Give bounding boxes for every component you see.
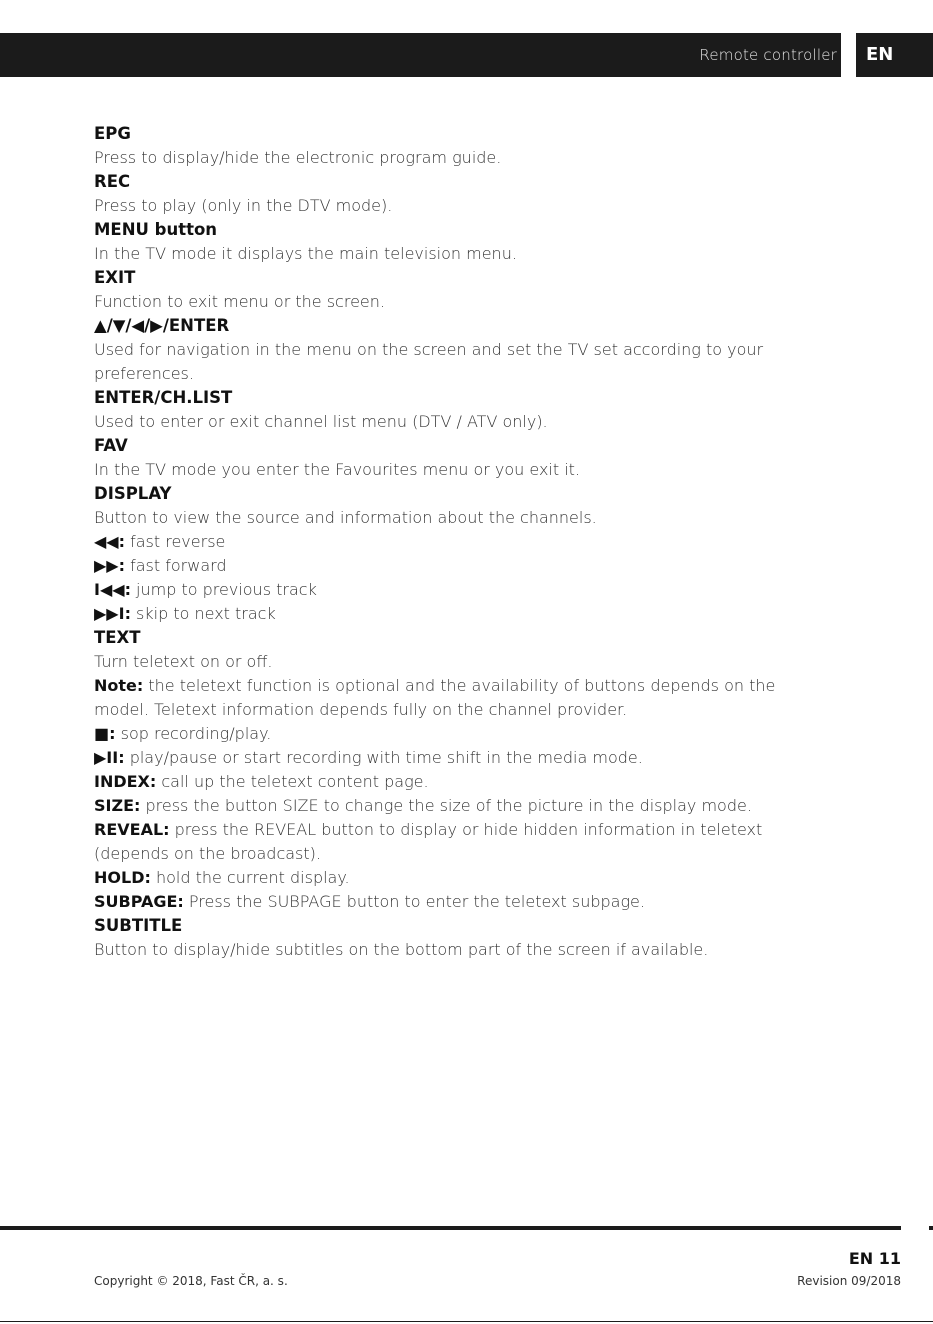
reverse-icon: ◀◀: (94, 532, 126, 551)
media-key-desc: fast reverse (125, 532, 226, 551)
teletext-key-desc: play/pause or start recording with time shift in the media mode. (124, 748, 643, 767)
entry-heading-rec: REC (94, 172, 131, 191)
section-title: Remote controller (699, 46, 837, 64)
teletext-key-label: REVEAL: (94, 820, 170, 839)
teletext-key-subpage (94, 890, 814, 914)
entry-heading-text: TEXT (94, 628, 141, 647)
teletext-key-label: SUBPAGE: (94, 892, 184, 911)
document-body (94, 122, 814, 962)
note-paragraph (94, 674, 814, 722)
teletext-key-desc: call up the teletext content page. (156, 772, 429, 791)
entry-desc-menu: In the TV mode it displays the main television menu. (94, 244, 517, 263)
entry-heading-subtitle: SUBTITLE (94, 916, 183, 935)
media-key-forward (94, 554, 814, 578)
bottom-divider (0, 1321, 933, 1322)
teletext-key-desc: sop recording/play. (115, 724, 272, 743)
previous-track-icon: I◀◀: (94, 580, 131, 599)
media-key-desc: fast forward (125, 556, 227, 575)
teletext-key-hold (94, 866, 814, 890)
revision-text: Revision 09/2018 (797, 1274, 901, 1288)
entry-heading-menu: MENU button (94, 220, 218, 239)
teletext-key-label: SIZE: (94, 796, 141, 815)
entry-desc-chlist: Used to enter or exit channel list menu (DTV / ATV only). (94, 412, 548, 431)
entry-heading-exit: EXIT (94, 268, 136, 287)
entry-heading-navigation: ▲/▼/◀/▶/ENTER (94, 316, 230, 335)
media-key-desc: jump to previous track (130, 580, 317, 599)
note-text: the teletext function is optional and the availability of buttons depends on the model. Teletext information depends fully on the channel provider. (94, 676, 776, 719)
entry-desc-navigation: Used for navigation in the menu on the screen and set the TV set according to your preferences. (94, 340, 764, 383)
teletext-key-index (94, 770, 814, 794)
stop-icon: ■: (94, 724, 116, 743)
media-key-next (94, 602, 814, 626)
teletext-key-size (94, 794, 814, 818)
next-track-icon: ▶▶I: (94, 604, 131, 623)
entry-desc-text: Turn teletext on or off. (94, 652, 273, 671)
teletext-key-desc: Press the SUBPAGE button to enter the teletext subpage. (183, 892, 645, 911)
forward-icon: ▶▶: (94, 556, 126, 575)
play-pause-icon: ▶II: (94, 748, 125, 767)
entry-heading-epg: EPG (94, 124, 131, 143)
teletext-key-playpause (94, 746, 814, 770)
media-key-previous (94, 578, 814, 602)
entry-desc-fav: In the TV mode you enter the Favourites menu or you exit it. (94, 460, 581, 479)
entry-heading-chlist: ENTER/CH.LIST (94, 388, 233, 407)
footer-divider-tick (929, 1226, 933, 1230)
footer-divider (0, 1226, 901, 1230)
teletext-key-reveal (94, 818, 814, 866)
entry-desc-display: Button to view the source and information about the channels. (94, 508, 597, 527)
teletext-key-desc: press the button SIZE to change the size of the picture in the display mode. (140, 796, 752, 815)
entry-desc-exit: Function to exit menu or the screen. (94, 292, 385, 311)
entry-desc-epg: Press to display/hide the electronic program guide. (94, 148, 502, 167)
entry-heading-display: DISPLAY (94, 484, 172, 503)
entry-desc-rec: Press to play (only in the DTV mode). (94, 196, 393, 215)
teletext-key-stop (94, 722, 814, 746)
entry-desc-subtitle: Button to display/hide subtitles on the bottom part of the screen if available. (94, 940, 709, 959)
media-key-desc: skip to next track (130, 604, 276, 623)
teletext-key-label: HOLD: (94, 868, 151, 887)
copyright-text: Copyright © 2018, Fast ČR, a. s. (94, 1274, 288, 1288)
entry-heading-fav: FAV (94, 436, 128, 455)
language-label: EN (866, 44, 894, 65)
note-label: Note: (94, 676, 144, 695)
teletext-key-desc: press the REVEAL button to display or hide hidden information in teletext (depends on the broadcast). (94, 820, 763, 863)
media-key-reverse (94, 530, 814, 554)
teletext-key-desc: hold the current display. (150, 868, 350, 887)
page-number: EN 11 (848, 1249, 901, 1268)
teletext-key-label: INDEX: (94, 772, 157, 791)
